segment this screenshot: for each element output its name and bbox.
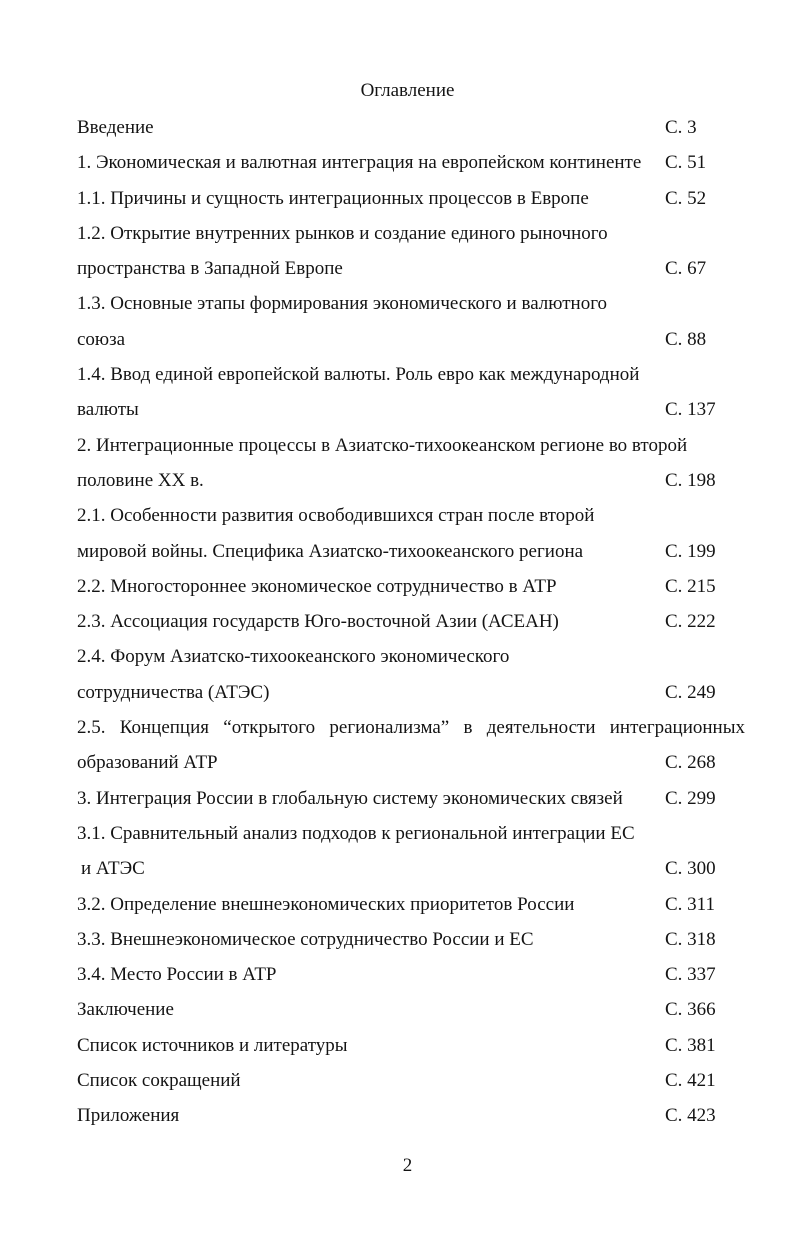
- toc-entry-title: 2. Интеграционные процессы в Азиатско-тихоокеанском регионе во второй: [77, 434, 688, 456]
- toc-entry-title: 2.4. Форум Азиатско-тихоокеанского экономического: [77, 646, 510, 668]
- toc-entry-page: С. 381: [665, 1034, 716, 1056]
- toc-entry-title-cont: и АТЭС: [81, 858, 145, 880]
- toc-entry: [77, 1028, 745, 1063]
- toc-entry-line: [77, 286, 745, 321]
- toc-entry-page: С. 366: [665, 999, 716, 1021]
- toc-entry-page: С. 300: [665, 858, 716, 880]
- toc-entry-title: Заключение: [77, 999, 174, 1021]
- toc-entry: [77, 675, 745, 710]
- toc-entry-title: 2.5. Концепция “открытого регионализма” в деятельности интеграционных: [77, 717, 745, 739]
- toc-entry-line: [77, 710, 745, 745]
- toc-entry-title: 2.3. Ассоциация государств Юго-восточной Азии (АСЕАН): [77, 611, 559, 633]
- toc-entry: [77, 322, 745, 357]
- toc-entry: [77, 781, 745, 816]
- toc-entry-title-cont: половине XX в.: [77, 469, 204, 491]
- toc-entry-page: С. 67: [665, 258, 707, 280]
- toc-entry-page: С. 137: [665, 399, 716, 421]
- toc-entry-page: С. 222: [665, 611, 716, 633]
- toc-entry-page: С. 249: [665, 681, 716, 703]
- toc-entry: [77, 392, 745, 427]
- toc-entry-title: 1.3. Основные этапы формирования экономического и валютного: [77, 293, 608, 315]
- toc-entry-page: С. 268: [665, 752, 716, 774]
- toc-entry-title-cont: образований АТР: [77, 752, 218, 774]
- toc-entry-page: С. 52: [665, 187, 707, 209]
- toc-entry-line: [77, 428, 745, 463]
- toc-entry-title: 1.4. Ввод единой европейской валюты. Роль евро как международной: [77, 364, 640, 386]
- toc-entry: [77, 851, 745, 886]
- toc-entry-page: С. 199: [665, 540, 716, 562]
- toc-entry: [77, 957, 745, 992]
- toc-entry-title: 1.2. Открытие внутренних рынков и создание единого рыночного: [77, 222, 608, 244]
- toc-entry-title-cont: сотрудничества (АТЭС): [77, 681, 270, 703]
- toc-entry-title: 3.4. Место России в АТР: [77, 964, 277, 986]
- toc-entry: [77, 569, 745, 604]
- toc-entry-page: С. 51: [665, 152, 707, 174]
- toc-entry-page: С. 337: [665, 964, 716, 986]
- toc-entry-page: С. 421: [665, 1070, 716, 1092]
- page-number: 2: [402, 1155, 413, 1176]
- toc-entry-page: С. 88: [665, 328, 707, 350]
- toc-entry: [77, 463, 745, 498]
- toc-entry-page: С. 311: [665, 893, 715, 915]
- toc-entry-title: Список сокращений: [77, 1070, 241, 1092]
- toc-entry-line: [77, 816, 745, 851]
- toc-entry-title: 3.1. Сравнительный анализ подходов к региональной интеграции ЕС: [77, 822, 635, 844]
- toc-entry: [77, 887, 745, 922]
- toc-entry-page: С. 215: [665, 575, 716, 597]
- toc-entry-title-cont: пространства в Западной Европе: [77, 258, 343, 280]
- toc-entry-title: 2.1. Особенности развития освободившихся стран после второй: [77, 505, 595, 527]
- toc-entry: [77, 251, 745, 286]
- toc-entry-title: Список источников и литературы: [77, 1034, 348, 1056]
- toc-entry-page: С. 423: [665, 1105, 716, 1127]
- toc-entry-title: 1.1. Причины и сущность интеграционных процессов в Европе: [77, 187, 589, 209]
- toc-entry: [77, 145, 745, 180]
- toc-entry: [77, 181, 745, 216]
- toc-entry: [77, 1063, 745, 1098]
- toc-entry-line: [77, 498, 745, 533]
- toc-entry-page: С. 198: [665, 469, 716, 491]
- toc-entry-line: [77, 639, 745, 674]
- toc-entry-title: Введение: [77, 117, 154, 138]
- toc-entry-page: С. 318: [665, 928, 716, 950]
- toc-entry-title: 3.3. Внешнеэкономическое сотрудничество России и ЕС: [77, 928, 534, 950]
- toc-entry-page: С. 3: [665, 117, 697, 138]
- toc-entry-title-cont: мировой войны. Специфика Азиатско-тихоокеанского региона: [77, 540, 584, 562]
- toc-entry: [77, 745, 745, 780]
- toc-entry-title: 3. Интеграция России в глобальную систему экономических связей: [77, 787, 623, 809]
- toc-entry-title: 1. Экономическая и валютная интеграция на европейском континенте: [77, 152, 642, 174]
- toc-entry-line: [77, 357, 745, 392]
- toc-entry: [77, 604, 745, 639]
- toc-entry-page: С. 299: [665, 787, 716, 809]
- toc-entry: [77, 110, 745, 145]
- toc-entry-title: 3.2. Определение внешнеэкономических приоритетов России: [77, 893, 575, 915]
- toc-entry-title: 2.2. Многостороннее экономическое сотрудничество в АТР: [77, 575, 557, 597]
- toc-entry: [77, 534, 745, 569]
- table-of-contents: [77, 110, 745, 1134]
- page-title: Оглавление: [360, 80, 455, 101]
- toc-entry-line: [77, 216, 745, 251]
- toc-entry-title: Приложения: [77, 1105, 180, 1127]
- toc-entry-title-cont: валюты: [77, 399, 139, 421]
- toc-entry: [77, 1098, 745, 1133]
- toc-entry: [77, 922, 745, 957]
- toc-entry-title-cont: союза: [77, 328, 126, 350]
- toc-entry: [77, 992, 745, 1027]
